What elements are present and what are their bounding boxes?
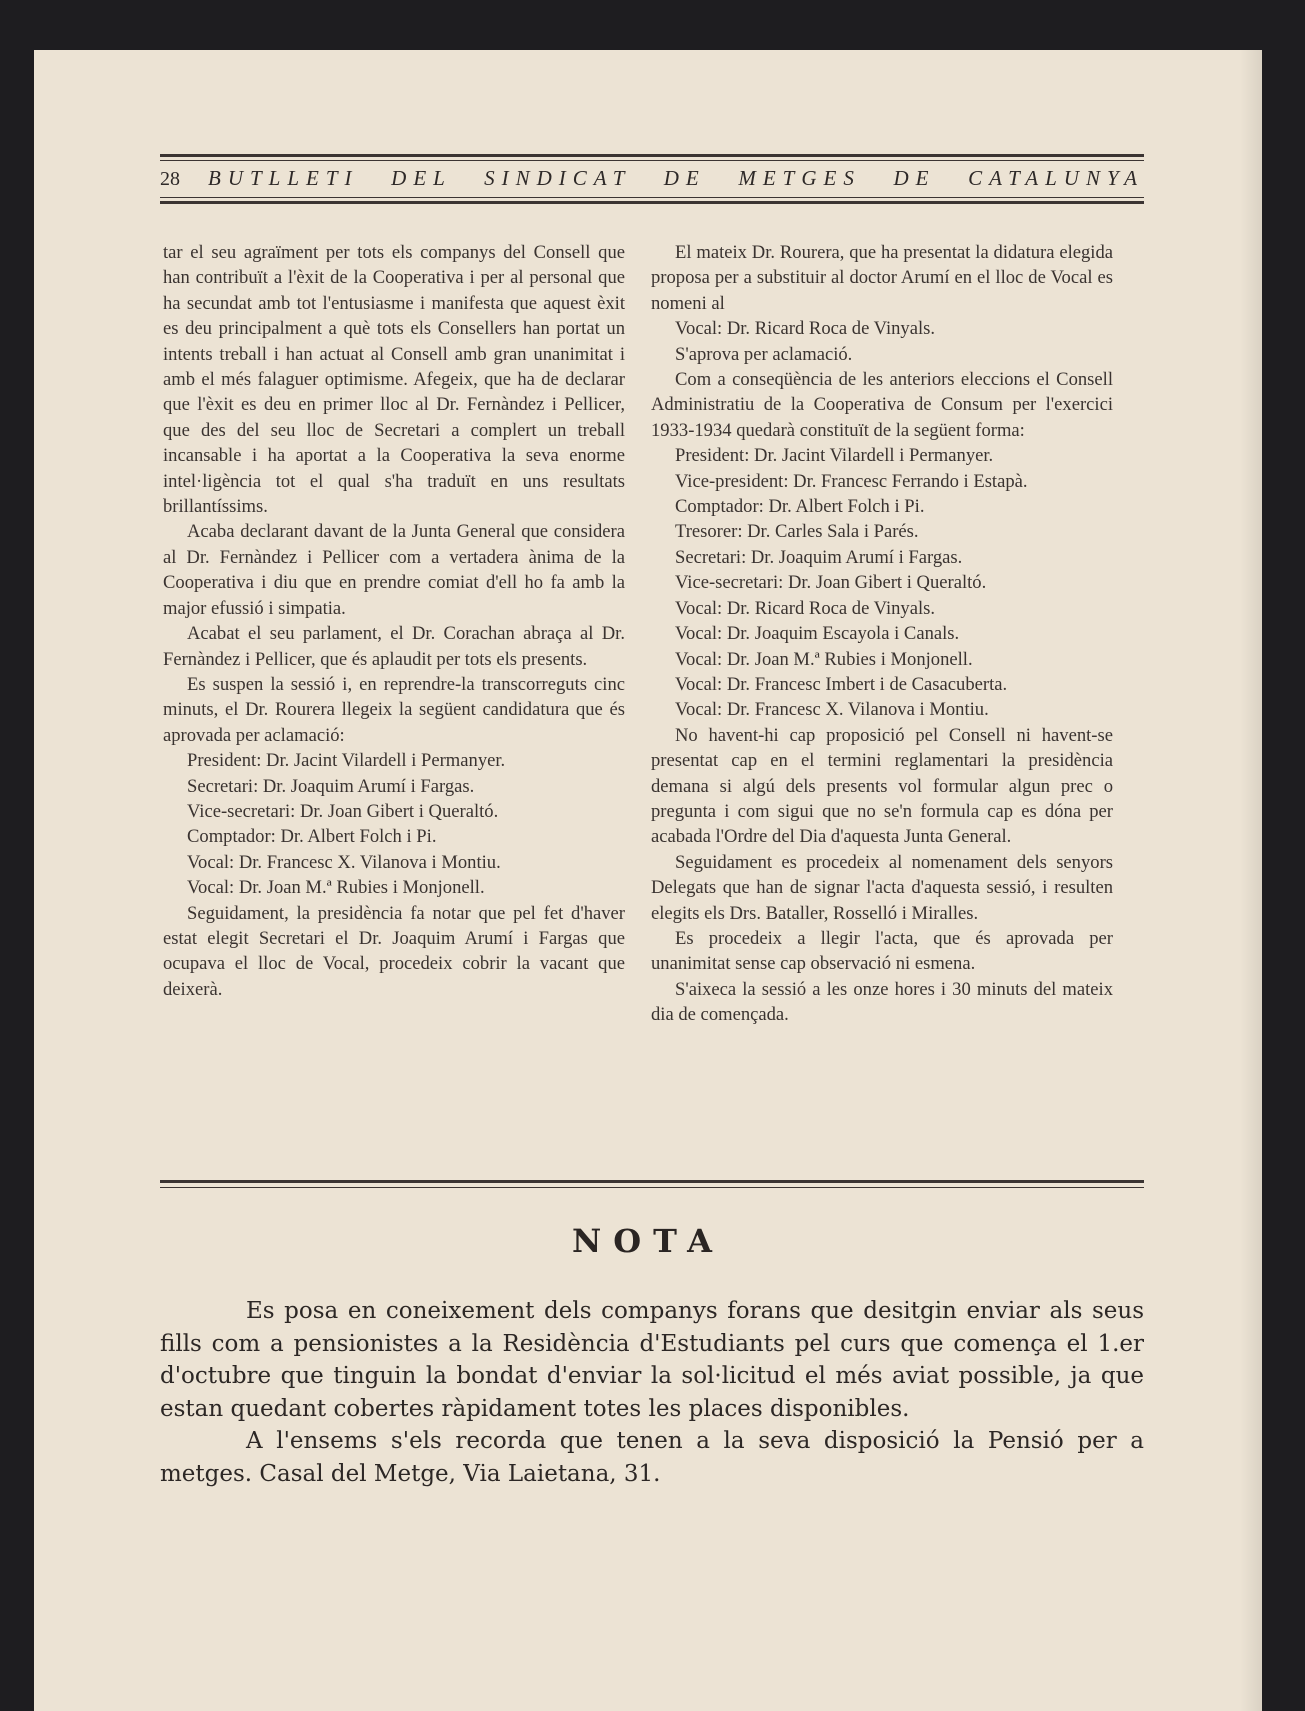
list-line: Vocal: Dr. Ricard Roca de Vinyals. [675,597,936,619]
paragraph: Seguidament, la presidència fa notar que pel fet d'haver estat elegit Secretari el Dr. Joaquim Arumí i Fargas que ocupava el lloc de Vocal, procedeix cobrir la vacant que deixerà. [163,902,625,1000]
nota-separator-top [160,1180,1144,1183]
paragraph: No havent-hi cap proposició pel Consell ni havent-se presentat cap en el termini reglamentari la presidència demana si algú dels presents vol formular algun prec o pregunta i com sigui que no se'n formula cap es dóna per acabada l'Ordre del Dia d'aquesta Junta General. [651,724,1113,848]
list-line: Vocal: Dr. Francesc X. Vilanova i Montiu. [187,851,501,873]
paragraph: El mateix Dr. Rourera, que ha presentat la didatura elegida proposa per a substituir al doctor Arumí en el lloc de Vocal es nomeni al [651,242,1113,314]
paragraph: Es suspen la sessió i, en reprendre-la transcorreguts cinc minuts, el Dr. Rourera llegeix la següent candidatura que és aprovada per aclamació: [163,673,625,746]
list-line: Comptador: Dr. Albert Folch i Pi. [187,826,437,848]
list-line: Secretari: Dr. Joaquim Arumí i Fargas. [675,546,963,568]
running-header [160,166,1144,191]
list-line: President: Dr. Jacint Vilardell i Permanyer. [675,445,994,467]
list-line: Vice-secretari: Dr. Joan Gibert i Queraltó. [675,572,987,594]
list-line: Secretari: Dr. Joaquim Arumí i Fargas. [187,775,475,797]
paragraph: Acaba declarant davant de la Junta General que considera al Dr. Fernàndez i Pellicer com a vertadera ànima de la Cooperativa i diu que en prendre comiat d'ell ho fa amb la major efussió i simpatia. [163,521,625,619]
nota-paragraph: Es posa en coneixement dels companys forans que desitgin enviar als seus fills com a pensionistes a la Residència d'Estudiants pel curs que comença el 1.er d'octubre que tinguin la bondat d'enviar la sol·licitud el més aviat possible, ja que estan quedant cobertes ràpidament totes les places disponibles. [160,1298,1144,1422]
paragraph: Com a conseqüència de les anteriors eleccions el Consell Administratiu de la Cooperativa de Consum per l'exercici 1933-1934 quedarà constituït de la següent forma: [651,369,1113,441]
list-line: Vocal: Dr. Ricard Roca de Vinyals. [675,318,936,340]
paragraph: Seguidament es procedeix al nomenament dels senyors Delegats que han de signar l'acta d'aquesta sessió, i resulten elegits els Drs. Bataller, Rosselló i Miralles. [651,851,1113,924]
nota-body [160,1295,1144,1490]
list-line: Vocal: Dr. Joan M.ª Rubies i Monjonell. [187,877,485,899]
header-bottom-rule [160,201,1144,204]
list-line: Vice-secretari: Dr. Joan Gibert i Queraltó. [187,800,499,822]
page-number: 28 [160,168,180,190]
header-bottom-rule-thin [160,197,1144,198]
paragraph: Es procedeix a llegir l'acta, que és aprovada per unanimitat sense cap observació ni esmena. [651,927,1113,975]
nota-separator-bottom [160,1187,1144,1188]
right-column [651,240,1113,1028]
header-top-rule [160,154,1144,157]
list-line: Vocal: Dr. Francesc X. Vilanova i Montiu. [675,699,989,721]
list-line: Tresorer: Dr. Carles Sala i Parés. [675,521,919,543]
magazine-page [34,50,1262,1711]
nota-paragraph: A l'ensems s'els recorda que tenen a la seva disposició la Pensió per a metges. Casal del Metge, Via Laietana, 31. [160,1428,1144,1487]
list-line: President: Dr. Jacint Vilardell i Permanyer. [187,750,506,772]
list-line: Vocal: Dr. Francesc Imbert i de Casacuberta. [675,673,1008,695]
left-column [163,240,625,1002]
page-edge-shadow [1240,50,1262,1711]
paragraph: Vice-president: Dr. Francesc Ferrando i Estapà. [675,470,1028,492]
paragraph: tar el seu agraïment per tots els companys del Consell que han contribuït a l'èxit de la Cooperativa i per al personal que ha secundat amb tot l'entusiasme i manifesta que aquest èxit es deu principalment a què tots els Consellers han portat un intents treball i han actuat al Consell amb gran unanimitat i amb el més falaguer optimisme. Afegeix, que ha de declarar que l'èxit es deu en primer lloc al Dr. Fernàndez i Pellicer, que des del seu lloc de Secretari a complert un treball incansable i ha aportat a la Cooperativa la seva enorme intel·ligència tot el qual s'ha traduït en uns resultats brillantíssims. [163,242,625,518]
paragraph: S'aixeca la sessió a les onze hores i 30 minuts del mateix dia de començada. [651,978,1113,1026]
nota-title: NOTA [571,1222,724,1260]
header-top-rule-thin [160,160,1144,161]
journal-title: BUTLLETI DEL SINDICAT DE METGES DE CATALUNYA [208,166,1144,190]
list-line: Comptador: Dr. Albert Folch i Pi. [675,496,925,518]
list-line: Vocal: Dr. Joaquim Escayola i Canals. [675,623,960,645]
paragraph: Acabat el seu parlament, el Dr. Corachan abraça al Dr. Fernàndez i Pellicer, que és aplaudit per tots els presents. [163,623,625,670]
list-line: Vocal: Dr. Joan M.ª Rubies i Monjonell. [675,648,973,670]
list-line: S'aprova per aclamació. [675,343,853,365]
